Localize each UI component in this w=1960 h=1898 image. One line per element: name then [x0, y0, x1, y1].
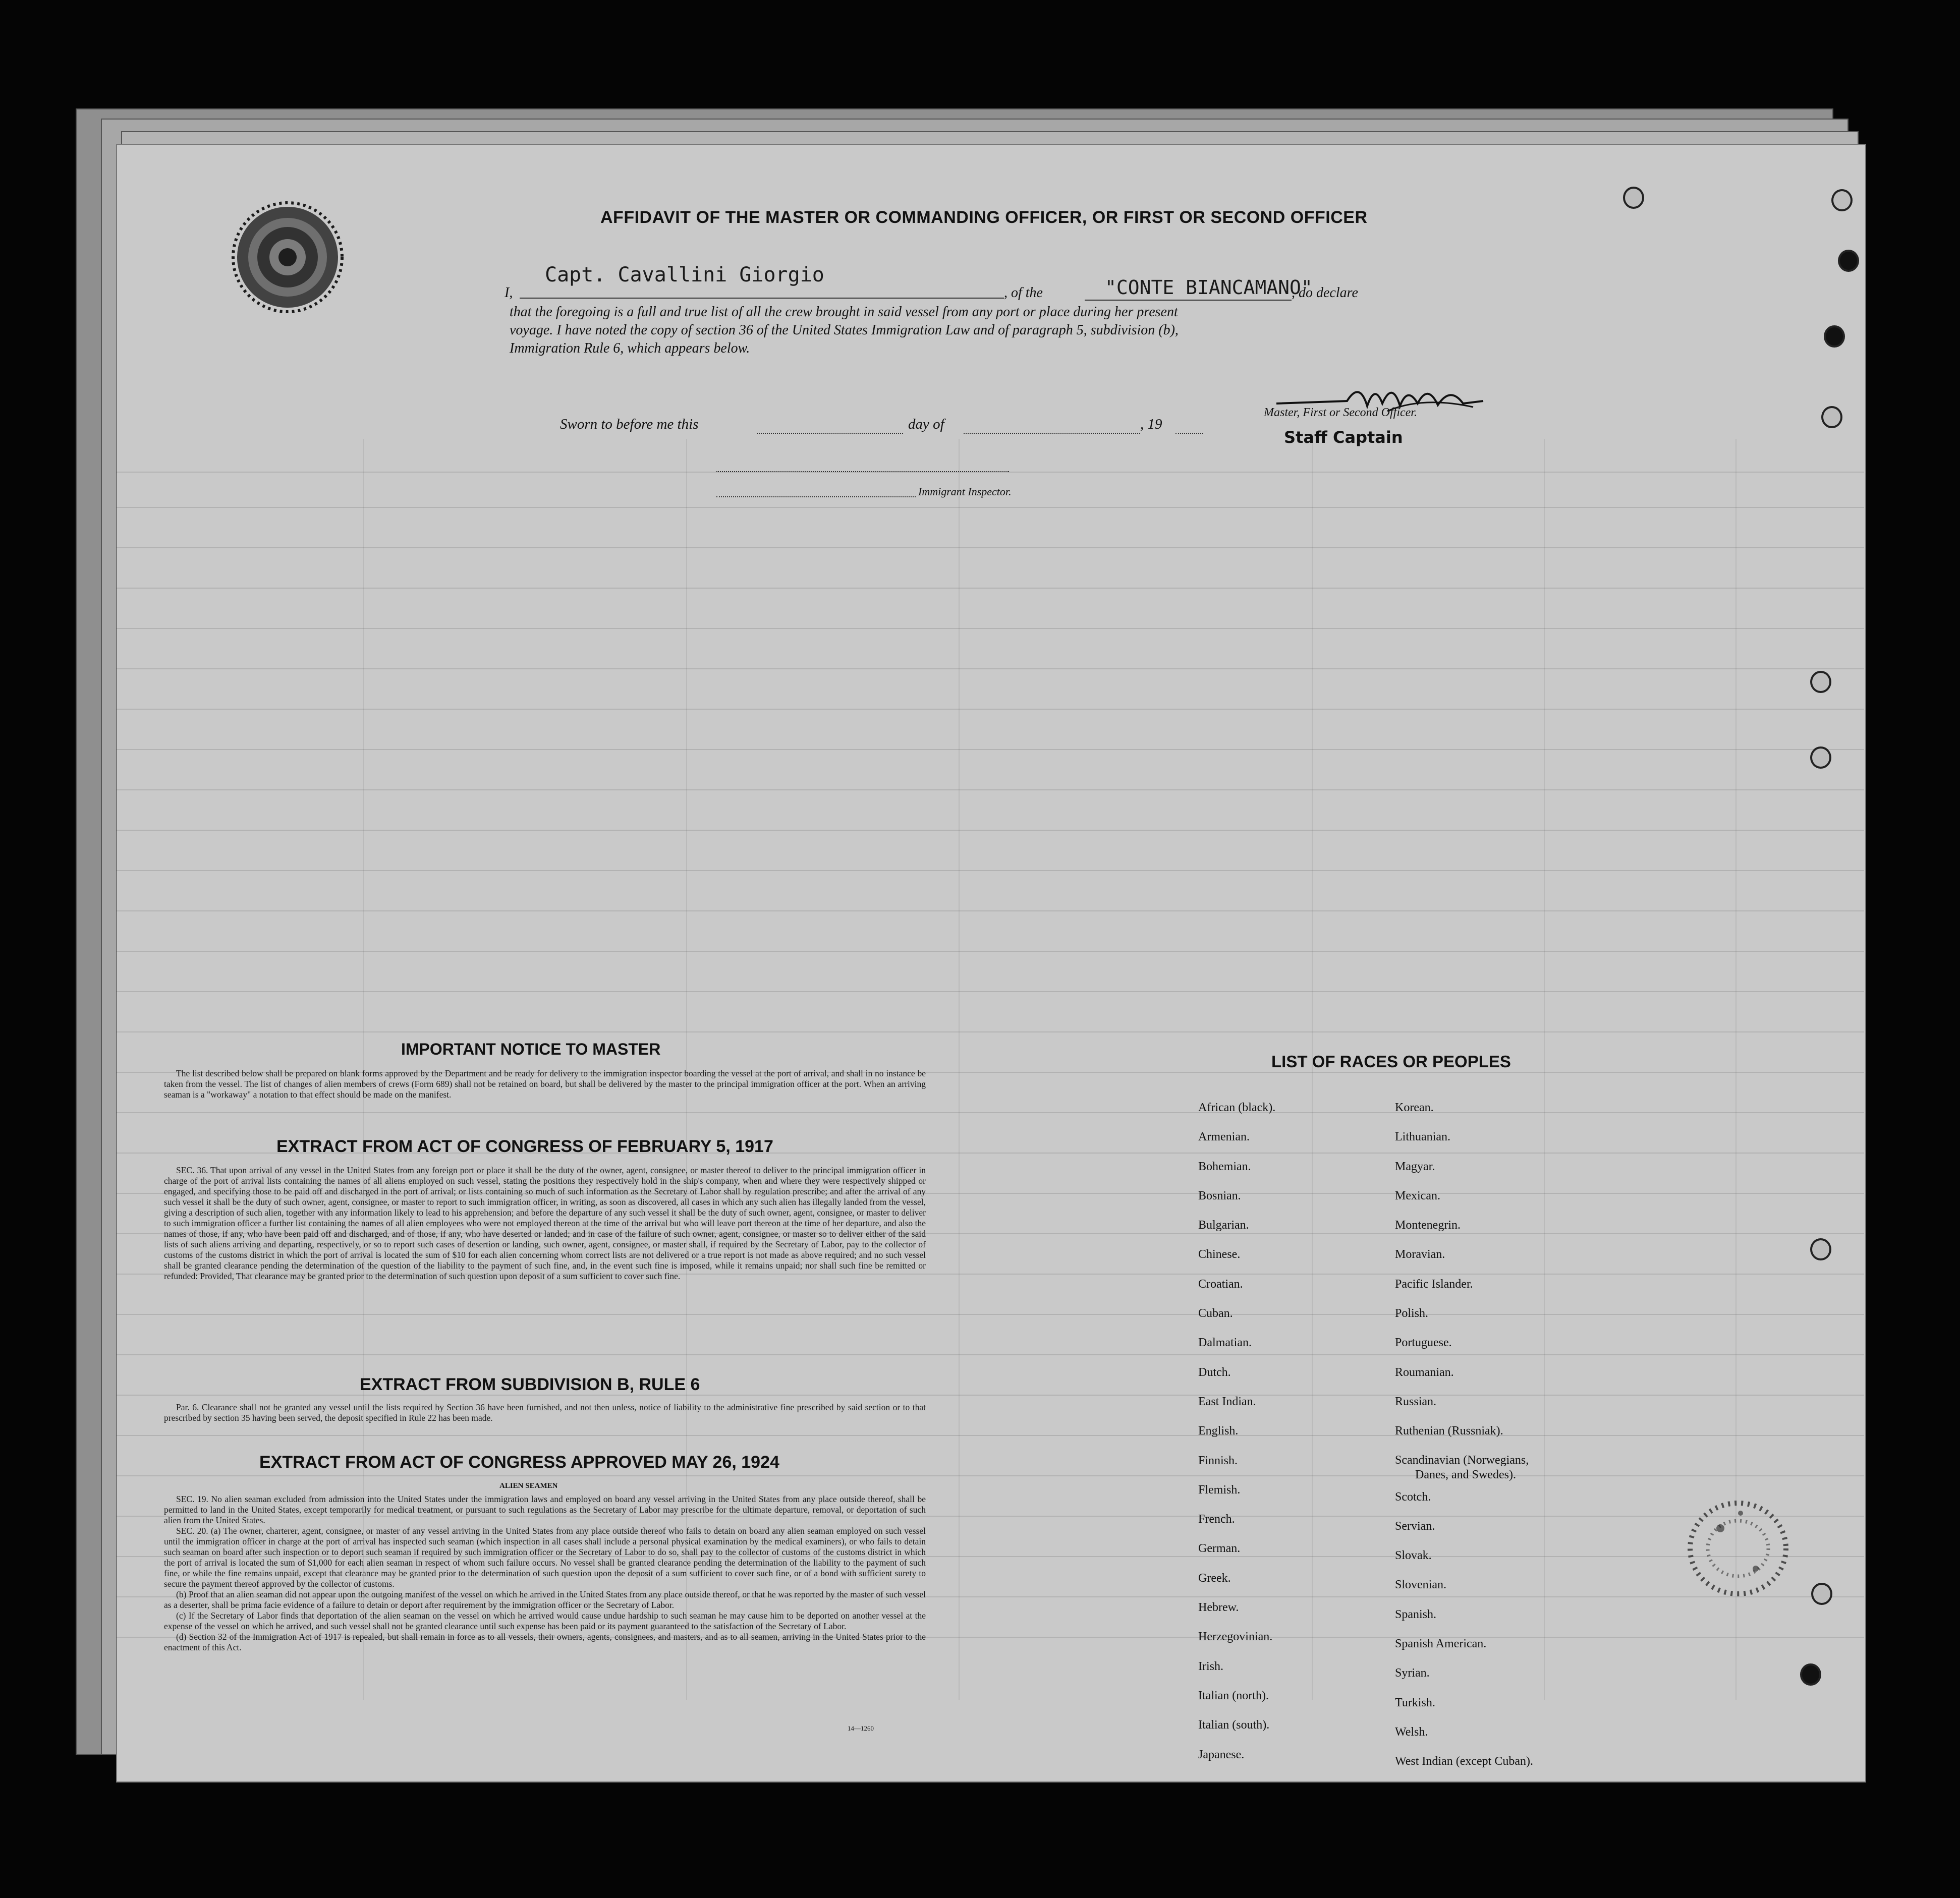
race-item: Lithuanian. — [1395, 1130, 1450, 1144]
race-item: Dalmatian. — [1198, 1336, 1252, 1350]
race-item: Welsh. — [1395, 1725, 1428, 1739]
race-item: English. — [1198, 1424, 1239, 1438]
affidavit-line-3: voyage. I have noted the copy of section 36 of the United States Immigration Law and of paragraph 5, subdivision (b), — [510, 322, 1179, 338]
sworn-text: Sworn to before me this — [560, 416, 699, 432]
ghost-rule — [116, 1395, 1864, 1396]
ghost-rule — [116, 628, 1864, 629]
form-number: 14—1260 — [848, 1724, 874, 1732]
inspector-sig-line — [716, 471, 1009, 472]
ink-stamp-icon — [1680, 1493, 1796, 1604]
official-seal-icon — [230, 199, 346, 315]
race-item: Roumanian. — [1395, 1365, 1454, 1379]
inspector-sig-line — [716, 496, 916, 497]
race-item: Portuguese. — [1395, 1336, 1452, 1350]
race-item: Slovak. — [1395, 1549, 1432, 1563]
race-item: Pacific Islander. — [1395, 1277, 1473, 1291]
affidavit-title: AFFIDAVIT OF THE MASTER OR COMMANDING OFFICER, OR FIRST OR SECOND OFFICER — [600, 208, 1368, 227]
race-item: Italian (north). — [1198, 1689, 1269, 1702]
race-item: German. — [1198, 1542, 1241, 1556]
staff-captain-stamp: Staff Captain — [1284, 428, 1403, 447]
race-item: Russian. — [1395, 1395, 1437, 1408]
race-item: Bohemian. — [1198, 1160, 1251, 1173]
binder-hole-icon — [1810, 1238, 1831, 1260]
binder-hole-icon — [1800, 1663, 1821, 1686]
binder-hole-icon — [1838, 250, 1859, 272]
binder-hole-icon — [1821, 406, 1842, 428]
ghost-rule — [116, 789, 1864, 790]
race-item: Flemish. — [1198, 1483, 1241, 1497]
ghost-rule — [116, 830, 1864, 831]
race-item: Polish. — [1395, 1307, 1429, 1320]
ghost-rule — [116, 668, 1864, 669]
extract-1924-heading: EXTRACT FROM ACT OF CONGRESS APPROVED MAY 26, 1924 — [259, 1453, 779, 1472]
binder-hole-icon — [1810, 671, 1831, 693]
sworn-day-of: day of — [908, 416, 944, 432]
sworn-year: , 19 — [1140, 416, 1162, 432]
affidavit-line-4: Immigration Rule 6, which appears below. — [510, 340, 750, 356]
ghost-rule — [116, 1314, 1864, 1315]
vessel-fill-line — [1085, 300, 1292, 301]
sec36-text: SEC. 36. That upon arrival of any vessel in the United States from any foreign port or place it shall be the duty of the owner, agent, consignee, or master thereof to deliver to the principal immigration officer in charge of the port of arrival lists containing the names of all aliens employed on such vessel, stating the positions they respectively hold in the ship's company, when and where they were respectively shipped or engaged, and specifying those to be paid off and discharged in the port of arrival; or lists containing so much of such information as the Secretary of Labor shall by regulation prescribe; and after the arrival of any such vessel it shall be the duty of such owner, agent, consignee, or master to report to such immigration officer, in writing, as soon as discovered, all cases in which any such alien has illegally landed from the vessel, giving a description of such alien, together with any information likely to lead to his apprehension; and before the departure of any such vessel it shall be the duty of such owner, agent, consignee, or master to deliver to such immigration officer a further list containing the names of all alien employees who were not employed thereon at the time of the arrival but who will leave port thereon at the time of her departure, and also the names of those, if any, who have been paid off and discharged, and of those, if any, who have deserted or landed; and in case of the failure of such owner, agent, consignee, or master so to deliver either of the said lists of such aliens arriving and departing, respectively, or so to report such cases of desertion or landing, such owner, agent, consignee, or master shall, if required by the Secretary of Labor, pay to the collector of customs of the customs district in which the port of arrival is located the sum of $10 for each alien concerning whom correct lists are not delivered or a true report is not made as above required; and no such vessel shall be granted clearance pending the determination of the question of the liability to the payment of such fine, and, in the event such fine is imposed, while it remains unpaid; nor shall such fine be remitted or refunded: Provided, That clearance may be granted prior to the determination of such question upon deposit of a sum sufficient to cover such fine. — [164, 1165, 926, 1281]
ghost-rule — [116, 910, 1864, 911]
race-item: Danes, and Swedes). — [1415, 1468, 1516, 1481]
extract-1917-heading: EXTRACT FROM ACT OF CONGRESS OF FEBRUARY 5, 1917 — [276, 1137, 773, 1156]
race-item: Herzegovinian. — [1198, 1630, 1273, 1644]
race-item: West Indian (except Cuban). — [1395, 1755, 1533, 1768]
race-item: Scotch. — [1395, 1490, 1431, 1504]
ghost-rule — [116, 749, 1864, 750]
binder-hole-icon — [1810, 746, 1831, 769]
binder-hole-icon — [1811, 1583, 1832, 1605]
sworn-month-line — [964, 433, 1140, 434]
ghost-column — [959, 439, 960, 1700]
races-left-column — [1198, 1093, 1275, 1769]
race-item: Slovenian. — [1395, 1578, 1446, 1592]
rule6-text: Par. 6. Clearance shall not be granted any vessel until the lists required by Section 36 have been furnished, and not then unless, notice of liability to the administrative fine prescribed by said section or to that prescribed by section 35 having been served, the deposit specified in Rule 22 has been made. — [164, 1402, 926, 1423]
alien-seamen-subheading: ALIEN SEAMEN — [499, 1482, 558, 1490]
sworn-day-line — [757, 433, 903, 434]
rule6-heading: EXTRACT FROM SUBDIVISION B, RULE 6 — [360, 1375, 700, 1394]
binder-hole-icon — [1831, 189, 1853, 211]
inspector-label: Immigrant Inspector. — [918, 485, 1012, 498]
race-item: Korean. — [1395, 1101, 1434, 1114]
ghost-rule — [116, 1031, 1864, 1032]
race-item: Magyar. — [1395, 1160, 1435, 1173]
binder-hole-icon — [1623, 187, 1644, 209]
sec19-text: SEC. 19. No alien seaman excluded from admission into the United States under the immigration laws and employed on board any vessel arriving in the United States from any place outside thereof, shall be permitted to land in the United States, except temporarily for medical treatment, or pursuant to such regulations as the Secretary of Labor may prescribe for the ultimate departure, removal, or deportation of such alien from the United States. — [164, 1494, 926, 1525]
ghost-rule — [116, 709, 1864, 710]
race-item: Ruthenian (Russniak). — [1395, 1424, 1503, 1438]
race-item: Spanish American. — [1395, 1637, 1487, 1651]
race-item: Italian (south). — [1198, 1718, 1270, 1732]
ghost-rule — [116, 1435, 1864, 1436]
ghost-rule — [116, 1475, 1864, 1476]
races-heading: LIST OF RACES OR PEOPLES — [1271, 1052, 1511, 1071]
extract-1924-body — [164, 1494, 926, 1653]
sec20a-text: SEC. 20. (a) The owner, charterer, agent, consignee, or master of any vessel arriving in the United States from any place outside thereof who fails to detain on board any alien seaman employed on such vessel until the immigration officer in charge at the port of arrival has inspected such seaman (which inspection in all cases shall include a personal physical examination by the medical examiners), or who fails to detain such seaman on board after such inspection or to deport such seaman if required by such immigration officer or the Secretary of Labor to do so, shall pay to the collector of customs of the customs district in which the port of arrival is located the sum of $1,000 for each alien seaman in respect of whom such failure occurs. No vessel shall be granted clearance pending the determination of the liability to the payment of such fine, or while the fine remains unpaid, except that clearance may be granted prior to the determination of such question upon the deposit of a sum sufficient to cover such fine, or of a bond with sufficient surety to secure the payment thereof approved by the collector of customs. — [164, 1526, 926, 1589]
affidavit-declare: , do declare — [1292, 285, 1358, 301]
ghost-rule — [116, 991, 1864, 992]
ghost-rule — [116, 547, 1864, 548]
ghost-rule — [116, 507, 1864, 508]
sec20b-text: (b) Proof that an alien seaman did not appear upon the outgoing manifest of the vessel on which he arrived in the United States from any place outside thereof, or that he was reported by the master of such vessel as a deserter, shall be prima facie evidence of a failure to detain or deport after requirement by the immigration officer or the Secretary of Labor. — [164, 1589, 926, 1610]
ghost-rule — [116, 1354, 1864, 1355]
race-item: Montenegrin. — [1395, 1219, 1461, 1232]
race-item: East Indian. — [1198, 1395, 1256, 1408]
race-item: Armenian. — [1198, 1130, 1250, 1144]
race-item: Croatian. — [1198, 1277, 1243, 1291]
binder-hole-icon — [1824, 325, 1845, 348]
race-item: Mexican. — [1395, 1189, 1440, 1202]
affidavit-of-the: , of the — [1004, 285, 1043, 301]
race-item: Spanish. — [1395, 1607, 1437, 1621]
race-item: Scandinavian (Norwegians, — [1395, 1453, 1529, 1467]
race-item: Greek. — [1198, 1571, 1231, 1585]
sec20c-text: (c) If the Secretary of Labor finds that deportation of the alien seaman on the vessel on which he arrived would cause undue hardship to such seaman he may cause him to be deported on another vessel at the expense of the vessel on which he arrived, and such vessel shall not be granted clearance until such expense has been paid or its payment guaranteed to the satisfaction of the Secretary of Labor. — [164, 1611, 926, 1631]
sworn-year-line — [1175, 433, 1203, 434]
race-item: Japanese. — [1198, 1748, 1245, 1761]
race-item: Syrian. — [1395, 1666, 1430, 1680]
race-item: French. — [1198, 1513, 1235, 1526]
race-item: Bosnian. — [1198, 1189, 1241, 1202]
race-item: Chinese. — [1198, 1248, 1241, 1261]
affidavit-i: I, — [505, 285, 513, 301]
vessel-name: "CONTE BIANCAMANO" — [1105, 276, 1313, 299]
master-label: Master, First or Second Officer. — [1264, 406, 1417, 419]
ghost-rule — [116, 951, 1864, 952]
race-item: Servian. — [1395, 1519, 1435, 1533]
sec20d-text: (d) Section 32 of the Immigration Act of 1917 is repealed, but shall remain in force as to all vessels, their owners, agents, consignees, and masters, and as to all seamen, arriving in the United States prior to the enactment of this Act. — [164, 1632, 926, 1652]
ghost-rule — [116, 1112, 1864, 1113]
name-fill-line — [520, 298, 1004, 299]
notice-heading: IMPORTANT NOTICE TO MASTER — [401, 1040, 661, 1058]
affidavit-line-2: that the foregoing is a full and true list of all the crew brought in said vessel from any port or place during her present — [510, 304, 1178, 320]
race-item: Finnish. — [1198, 1454, 1238, 1467]
race-item: Bulgarian. — [1198, 1219, 1249, 1232]
rule6-body — [164, 1402, 926, 1423]
notice-body — [164, 1068, 926, 1100]
ghost-rule — [116, 588, 1864, 589]
extract-1917-body — [164, 1165, 926, 1282]
race-item: Turkish. — [1395, 1696, 1435, 1709]
races-right-column — [1395, 1093, 1533, 1776]
race-item: Hebrew. — [1198, 1601, 1239, 1615]
race-item: Irish. — [1198, 1659, 1223, 1673]
race-item: Cuban. — [1198, 1307, 1233, 1320]
notice-text: The list described below shall be prepared on blank forms approved by the Department and be ready for delivery to the immigration inspector boarding the vessel at the port of arrival, and shall in no instance be taken from the vessel. The list of changes of alien members of crews (Form 689) shall not be retained on board, but shall be delivered by the master to the principal immigration officer at the port. When an arriving seaman is a "workaway" a notation to that effect should be made on the manifest. — [164, 1068, 926, 1100]
master-name: Capt. Cavallini Giorgio — [545, 263, 824, 286]
ghost-rule — [116, 870, 1864, 871]
ghost-column — [1544, 439, 1545, 1700]
race-item: African (black). — [1198, 1101, 1276, 1114]
race-item: Dutch. — [1198, 1365, 1231, 1379]
race-item: Moravian. — [1395, 1248, 1445, 1261]
